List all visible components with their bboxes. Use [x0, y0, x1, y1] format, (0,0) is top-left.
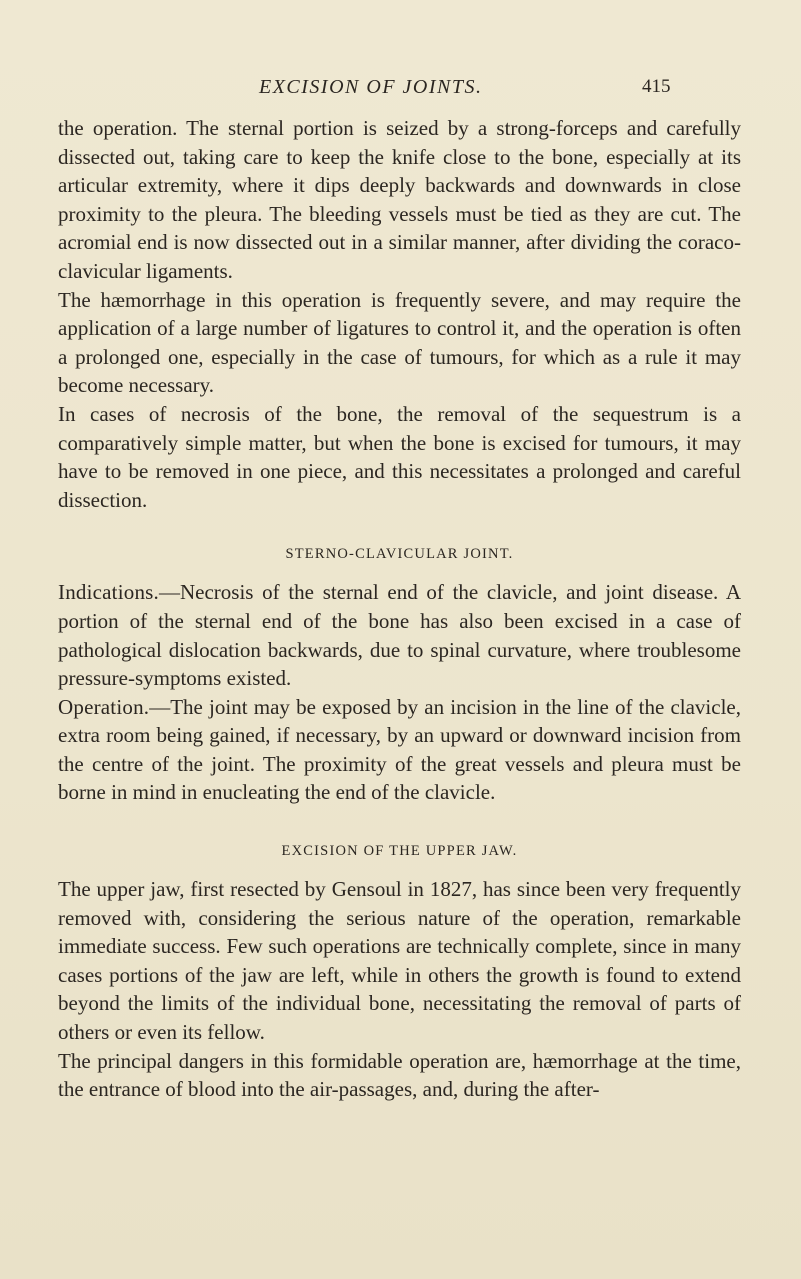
paragraph-upper-jaw-history: The upper jaw, first resected by Gensoul in 1827, has since been very frequently removed with, considering the serious nature of the operation, remarkable immediate success. Few such operations are technically complete, since in many cases portions of the jaw are left, while in others the growth is found to extend beyond the limits of the individual bone, necessitating the removal of parts of others or even its fellow. [58, 877, 741, 1045]
running-title: EXCISION OF JOINTS. [259, 76, 483, 98]
operation-text: —The joint may be exposed by an incision in the line of the clavicle, extra room being gained, if necessary, by an upward or downward incision from the centre of the joint. The proximity of the great vessels and pleura must be borne in mind in enucleating the end of the clavicle. [58, 694, 741, 805]
page-number: 415 [642, 76, 671, 97]
indications-lead: Indications. [58, 580, 159, 605]
paragraph-indications [58, 578, 741, 692]
paragraph-principal-dangers: The principal dangers in this formidable operation are, hæmorrhage at the time, the entrance of blood into the air-passages, and, during the after- [58, 1048, 741, 1102]
paragraph-operation [58, 693, 741, 807]
section-heading-sterno-clavicular: STERNO-CLAVICULAR JOINT. [285, 546, 514, 563]
paragraph-haemorrhage: The hæmorrhage in this operation is frequently severe, and may require the application of a large number of ligatures to control it, and the operation is often a prolonged one, especially in the case of tumours, for which as a rule it may become necessary. [58, 287, 741, 398]
paragraph-necrosis: In cases of necrosis of the bone, the removal of the sequestrum is a comparatively simple matter, but when the bone is excised for tumours, it may have to be removed in one piece, and this necessitates a prolonged and careful dissection. [58, 401, 741, 512]
indications-text: —Necrosis of the sternal end of the clavicle, and joint disease. A portion of the sternal end of the bone has also been excised in a case of pathological dislocation backwards, due to spinal curvature, where troublesome pressure-symptoms existed. [58, 580, 741, 691]
section-heading-upper-jaw: EXCISION OF THE UPPER JAW. [281, 843, 518, 860]
running-head [0, 76, 801, 102]
body-text [58, 114, 741, 1104]
operation-lead: Operation. [58, 694, 150, 719]
paragraph-operation-continued: the operation. The sternal portion is seized by a strong-forceps and carefully dissected out, taking care to keep the knife close to the bone, especially at its articular extremity, where it dips deeply backwards and downwards in close proximity to the pleura. The bleeding vessels must be tied as they are cut. The acromial end is now dissected out in a similar manner, after dividing the coraco-clavicular ligaments. [58, 116, 741, 283]
